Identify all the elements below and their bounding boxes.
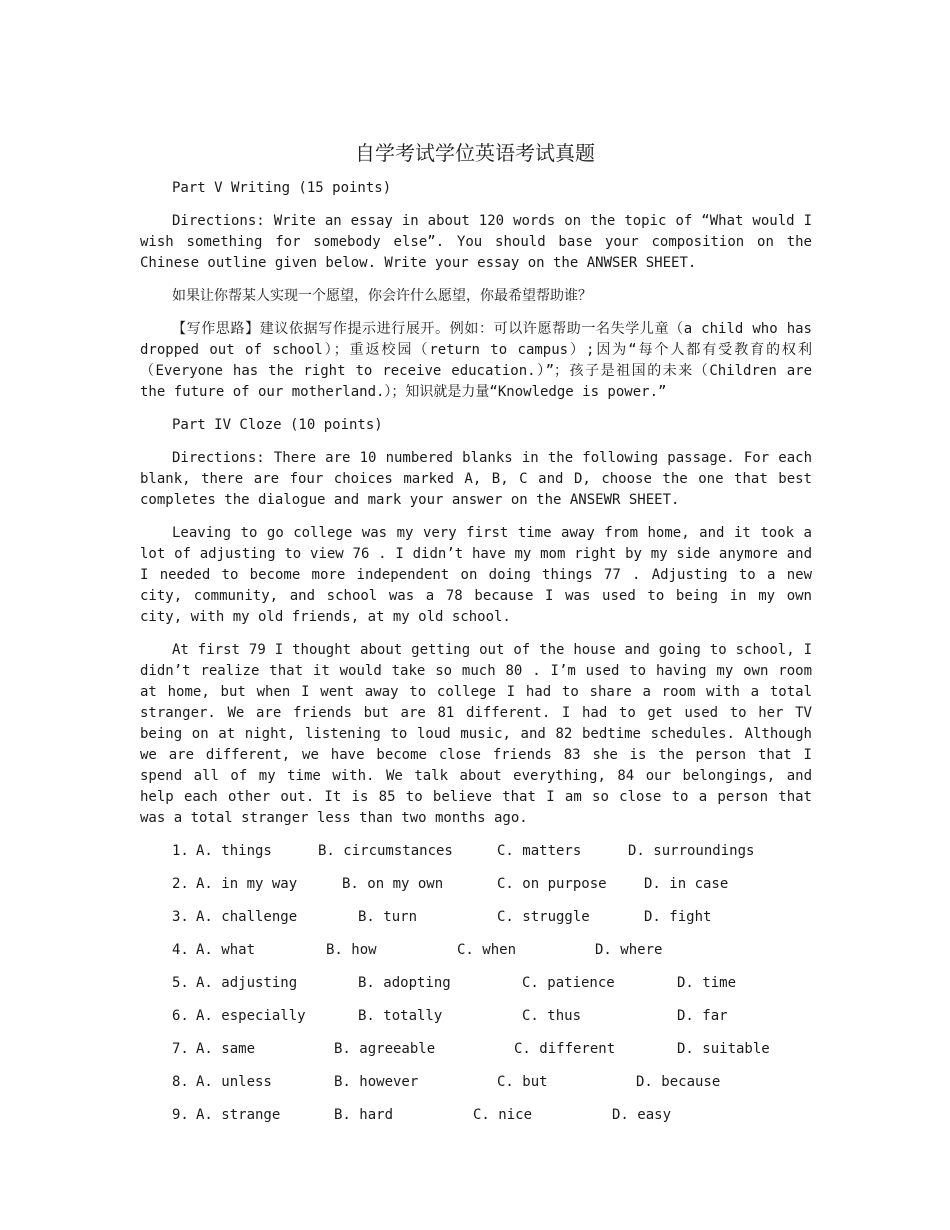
option-a: A. strange	[196, 1107, 281, 1123]
cloze-heading: Part IV Cloze (10 points)	[172, 417, 383, 433]
option-d: D. suitable	[677, 1041, 770, 1057]
option-c: C. matters	[497, 843, 582, 859]
option-b: B. agreeable	[334, 1041, 436, 1057]
option-d: D. surroundings	[628, 843, 755, 859]
option-a: A. unless	[196, 1074, 272, 1090]
option-d: D. because	[636, 1074, 721, 1090]
option-b: B. on my own	[342, 876, 444, 892]
option-d: D. in case	[644, 876, 729, 892]
option-c: C. different	[514, 1041, 616, 1057]
option-a: A. same	[196, 1041, 256, 1057]
question-row	[140, 940, 812, 973]
question-number: 6.	[172, 1008, 189, 1024]
writing-prompt: 如果让你帮某人实现一个愿望，你会许什么愿望，你最希望帮助谁？	[172, 288, 592, 304]
option-d: D. time	[677, 975, 737, 991]
question-number: 4.	[172, 942, 189, 958]
option-d: D. far	[677, 1008, 728, 1024]
cloze-passage-paragraph: Leaving to go college was my very first time away from home, and it took a lot of adjusting to view 76 . I didn’t have my mom right by my side anymore and I needed to become more independent on doing things 77 . Adjusting to a new city, community, and school was a 78 because I was used to being in my own city, with my old friends, at my old school.	[140, 525, 812, 625]
option-c: C. nice	[473, 1107, 533, 1123]
option-b: B. totally	[358, 1008, 443, 1024]
question-row	[140, 1072, 812, 1105]
question-row	[140, 1105, 812, 1138]
question-number: 9.	[172, 1107, 189, 1123]
option-a: A. adjusting	[196, 975, 298, 991]
question-row	[140, 973, 812, 1006]
page-title: 自学考试学位英语考试真题	[355, 141, 595, 165]
option-a: A. challenge	[196, 909, 298, 925]
option-b: B. however	[334, 1074, 419, 1090]
writing-directions: Directions: Write an essay in about 120 words on the topic of “What would I wish something for somebody else”. You should base your composition on the Chinese outline given below. Write your essay on the ANWSER SHEET.	[140, 213, 812, 271]
option-b: B. hard	[334, 1107, 394, 1123]
document-body	[140, 178, 812, 1138]
question-row	[140, 1006, 812, 1039]
question-number: 1.	[172, 843, 189, 859]
option-a: A. what	[196, 942, 256, 958]
question-number: 8.	[172, 1074, 189, 1090]
cloze-directions: Directions: There are 10 numbered blanks in the following passage. For each blank, there are four choices marked A, B, C and D, choose the one that best completes the dialogue and mark your answer on the ANSEWR SHEET.	[140, 450, 812, 508]
answer-options-list	[140, 841, 812, 1138]
option-b: B. adopting	[358, 975, 451, 991]
question-number: 5.	[172, 975, 189, 991]
cloze-passage-paragraph: At first 79 I thought about getting out of the house and going to school, I didn’t realize that it would take so much 80 . I’m used to having my own room at home, but when I went away to college I had to share a room with a total stranger. We are friends but are 81 different. I had to get used to her TV being on at night, listening to loud music, and 82 bedtime schedules. Although we are different, we have become close friends 83 she is the person that I spend all of my time with. We talk about everything, 84 our belongings, and help each other out. It is 85 to believe that I am so close to a person that was a total stranger less than two months ago.	[140, 642, 812, 826]
option-a: A. especially	[196, 1008, 306, 1024]
option-b: B. circumstances	[318, 843, 453, 859]
option-a: A. in my way	[196, 876, 298, 892]
writing-heading: Part V Writing (15 points)	[172, 180, 392, 196]
writing-hint: 【写作思路】建议依据写作提示进行展开。例如：可以许愿帮助一名失学儿童（a child who has dropped out of school）；重返校园（return to campus）;因为“每个人都有受教育的权利（Everyone has the right to receive education.）”；孩子是祖国的未来（Children are the future of our motherland.）；知识就是力量“Knowledge is power.”	[140, 321, 812, 400]
option-a: A. things	[196, 843, 272, 859]
option-c: C. on purpose	[497, 876, 607, 892]
question-number: 3.	[172, 909, 189, 925]
option-d: D. where	[595, 942, 663, 958]
question-row	[140, 874, 812, 907]
question-number: 2.	[172, 876, 189, 892]
option-c: C. but	[497, 1074, 548, 1090]
question-row	[140, 1039, 812, 1072]
question-row	[140, 907, 812, 940]
question-row	[140, 841, 812, 874]
option-b: B. turn	[358, 909, 418, 925]
option-d: D. fight	[644, 909, 712, 925]
option-c: C. thus	[522, 1008, 582, 1024]
option-c: C. when	[457, 942, 517, 958]
option-d: D. easy	[612, 1107, 672, 1123]
option-c: C. patience	[522, 975, 615, 991]
question-number: 7.	[172, 1041, 189, 1057]
option-b: B. how	[326, 942, 377, 958]
option-c: C. struggle	[497, 909, 590, 925]
